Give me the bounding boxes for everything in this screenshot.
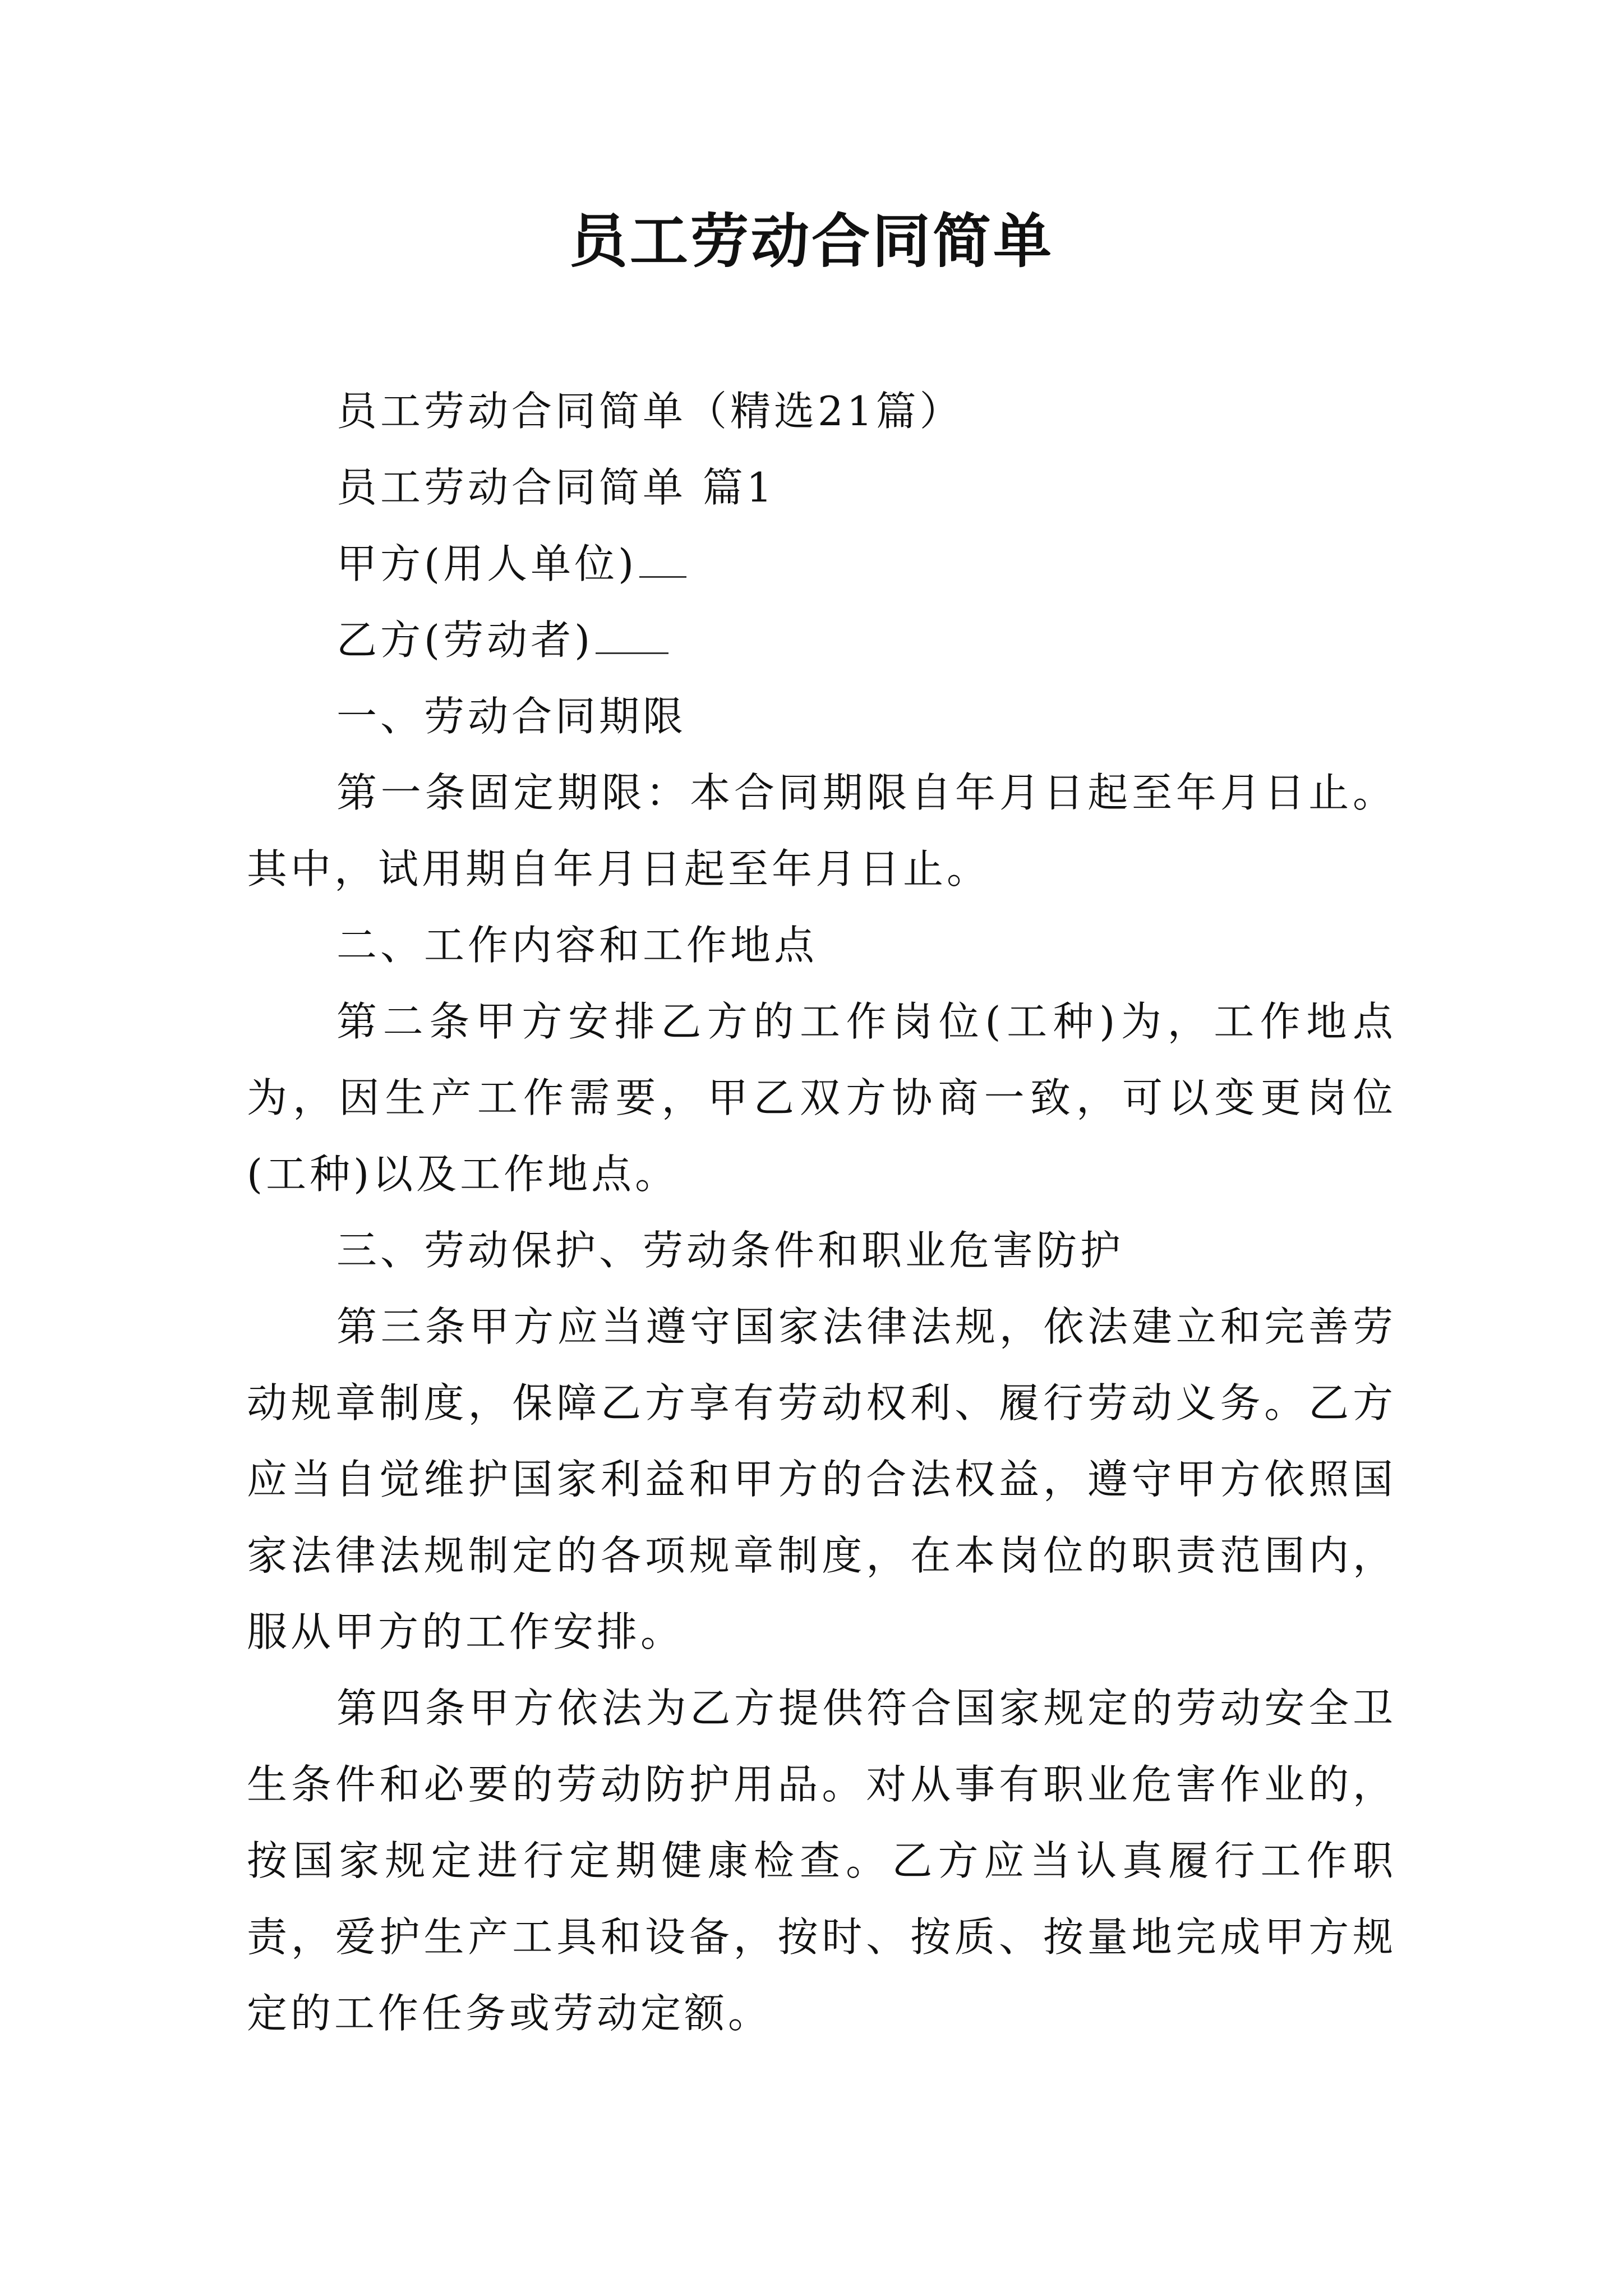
paragraph-article-2: 第二条甲方安排乙方的工作岗位(工种)为，工作地点为，因生产工作需要，甲乙双方协商一致，可以变更岗位(工种)以及工作地点。: [247, 998, 1396, 1198]
party-a-blank-line: [639, 537, 686, 578]
party-b-blank-line: [596, 613, 668, 654]
paragraph-party-b: [247, 602, 1396, 678]
party-a-label: 甲方(用人单位): [336, 540, 638, 587]
section-heading-contract-term: 一、劳动合同期限: [336, 693, 687, 740]
paragraph-article-heading: 员工劳动合同简单 篇1: [336, 464, 776, 511]
section-heading-work-content: 二、工作内容和工作地点: [336, 922, 818, 969]
paragraph-article-3: 第三条甲方应当遵守国家法律法规，依法建立和完善劳动规章制度，保障乙方享有劳动权利、履行劳动义务。乙方应当自觉维护国家利益和甲方的合法权益，遵守甲方依照国家法律法规制定的各项规章制度，在本岗位的职责范围内，服从甲方的工作安排。: [247, 1303, 1396, 1655]
section-heading-labor-protection: 三、劳动保护、劳动条件和职业危害防护: [336, 1227, 1124, 1274]
paragraph-article-1: 第一条固定期限：本合同期限自年月日起至年月日止。其中，试用期自年月日起至年月日止。: [247, 769, 1396, 892]
document-title: 员工劳动合同简单: [569, 206, 1054, 275]
paragraph-collection-heading: 员工劳动合同简单（精选21篇）: [336, 388, 963, 435]
paragraph-party-a: [247, 526, 1396, 602]
party-b-label: 乙方(劳动者): [336, 616, 594, 664]
paragraph-article-4: 第四条甲方依法为乙方提供符合国家规定的劳动安全卫生条件和必要的劳动防护用品。对从事有职业危害作业的，按国家规定进行定期健康检查。乙方应当认真履行工作职责，爱护生产工具和设备，按时、按质、按量地完成甲方规定的工作任务或劳动定额。: [247, 1685, 1396, 2037]
document-body: [247, 373, 1396, 2051]
